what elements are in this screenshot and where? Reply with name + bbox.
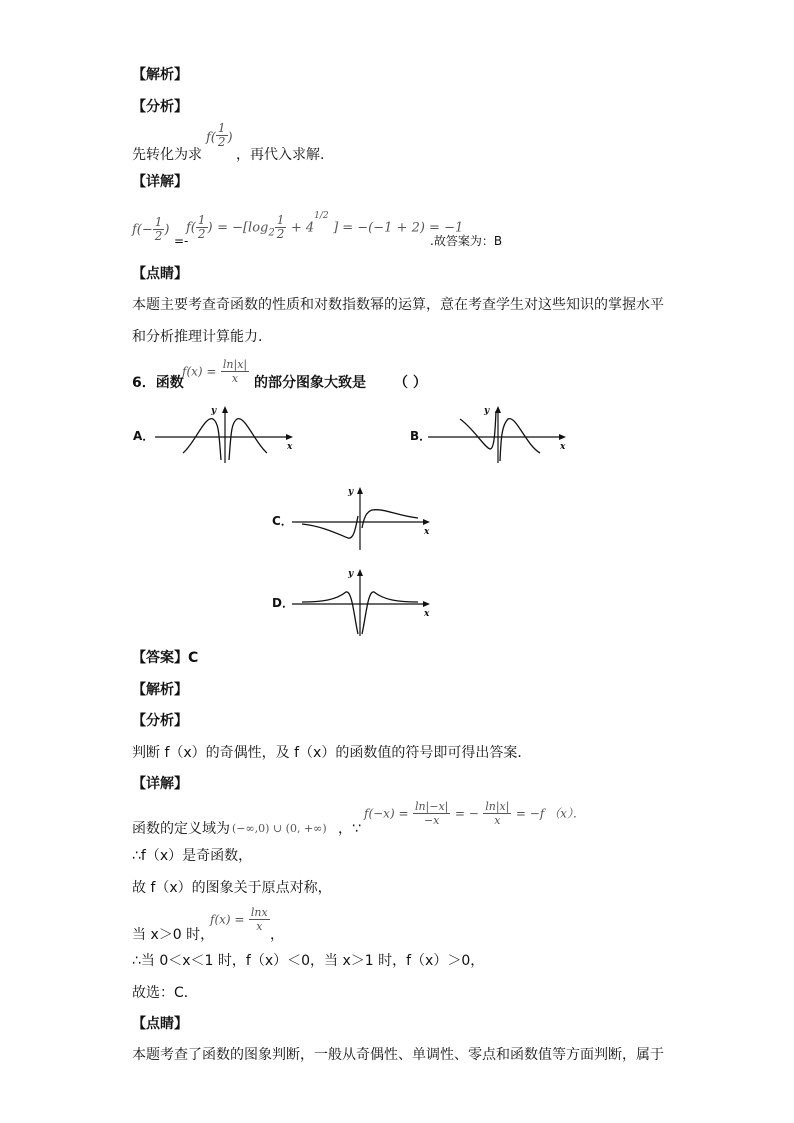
stem-math: f(x) = $\frac{\ln|x|}{x}$ [182,358,248,385]
graph-b [428,405,568,465]
analysis-text-2: ，再代入求解. [236,147,325,163]
section-fenxi-2: 【分析】 [132,713,188,729]
y-axis-label: y [348,569,354,579]
pos-math: f(x) = $\frac{\ln x}{x}$ [210,906,268,933]
section-xiangjie-2: 【详解】 [132,776,188,792]
q6-sign-line: ∴当 0＜x＜1 时，f（x）＜0，当 x＞1 时，f（x）＞0， [132,953,485,969]
q6-odd-line: ∴f（x）是奇函数， [132,848,253,864]
y-axis-label: y [348,487,354,497]
section-fenxi: 【分析】 [132,99,188,115]
detail-math-rhs: f( $\frac{1}{2}$ ) = $-[\log_2$ $\frac{1}{2}$ + $4^{1/2}$ ] = −(−1 + 2) = −1 [186,210,464,241]
graph-a [155,405,295,465]
q6-comment: 本题考查了函数的图象判断，一般从奇偶性、单调性、零点和函数值等方面判断，属于 [132,1047,664,1063]
graph-d [292,568,432,638]
y-axis-label: y [211,406,217,416]
section-jiexi-2: 【解析】 [132,682,188,698]
x-axis-label: x [560,442,566,452]
q6-analysis: 判断 f（x）的奇偶性，及 f（x）的函数值的符号即可得出答案． [132,745,532,761]
option-d-label: D． [272,596,294,610]
y-axis-label: y [484,406,490,416]
x-axis-label: x [287,442,293,452]
option-a-label: A． [133,429,155,443]
q5-comment-2: 和分析推理计算能力. [132,329,263,345]
q6-sym-line: 故 f（x）的图象关于原点对称， [132,880,332,896]
x-axis-label: x [424,527,430,537]
answer: 【答案】C [132,650,199,666]
analysis-text: 先转化为求 [132,147,202,163]
option-b-label: B． [410,429,432,443]
section-jiexi: 【解析】 [132,67,188,83]
odd-math: f(−x) = $\frac{\ln|-x|}{-x}$ = − $\frac{\ln|x|}{x}$ = −f （x）． [364,800,585,827]
option-c-label: C． [272,514,293,528]
q5-comment-1: 本题主要考查奇函数的性质和对数指数幂的运算，意在考查学生对这些知识的掌握水平 [132,297,664,313]
q6-choose: 故选：C． [132,985,198,1001]
detail-math-lhs: f(− $\frac{1}{2}$ ) [132,215,170,243]
section-dianjing: 【点睛】 [132,266,188,282]
section-xiangjie: 【详解】 [132,174,188,190]
analysis-math: f( $\frac{1}{2}$ ) [206,121,233,149]
graph-c [292,486,432,551]
x-axis-label: x [424,609,430,619]
section-dianjing-2: 【点睛】 [132,1016,188,1032]
